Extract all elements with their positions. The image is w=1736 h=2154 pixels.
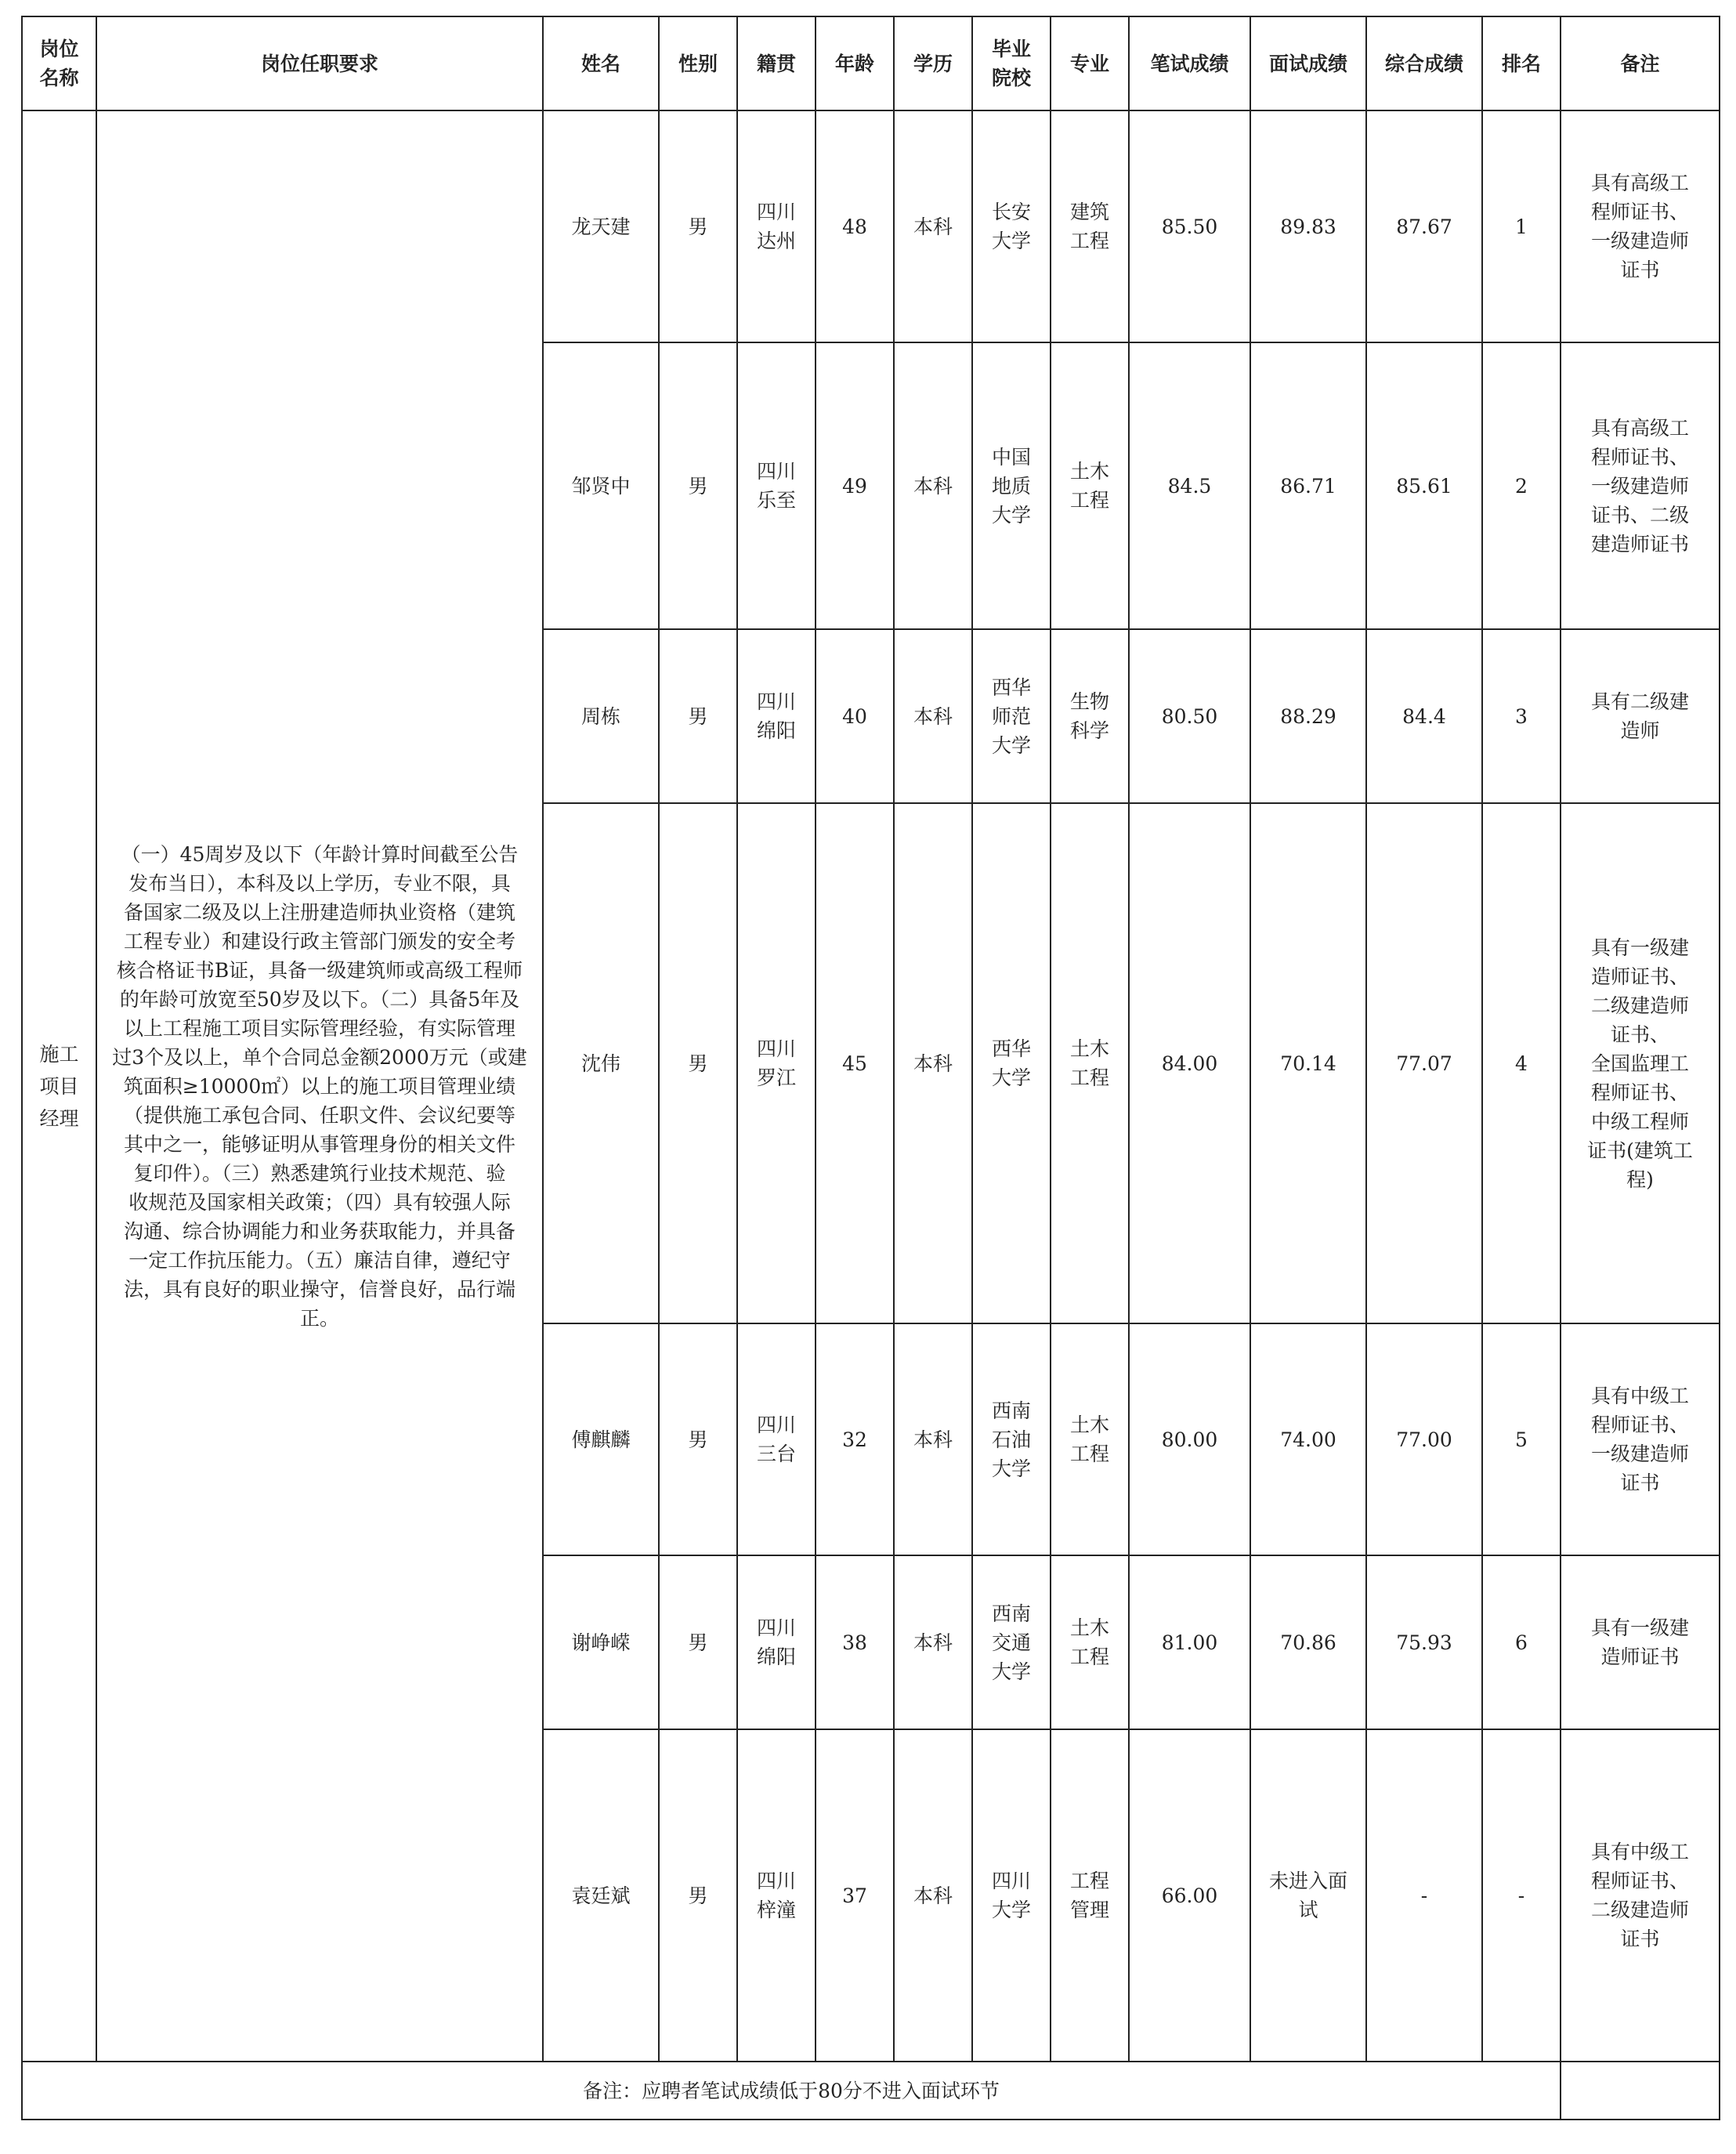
total-score-cell: 87.67 bbox=[1366, 110, 1482, 342]
school-cell bbox=[972, 629, 1051, 803]
gender-cell: 男 bbox=[659, 110, 737, 342]
major-cell bbox=[1051, 342, 1129, 629]
remark-cell bbox=[1561, 803, 1720, 1323]
age-cell: 37 bbox=[816, 1729, 894, 2062]
education-cell: 本科 bbox=[894, 1555, 972, 1729]
age-cell: 40 bbox=[816, 629, 894, 803]
remark-cell-line: 二级建造师 bbox=[1590, 1899, 1689, 1921]
header-interview-score: 面试成绩 bbox=[1250, 16, 1366, 110]
name-cell: 沈伟 bbox=[543, 803, 659, 1323]
interview-score-cell bbox=[1250, 629, 1366, 803]
remark-cell-line: 一级建造师 bbox=[1590, 230, 1689, 252]
remark-cell-lines bbox=[1591, 1837, 1689, 1953]
requirement-line: 过3个及以上，单个合同总金额2000万元（或建 bbox=[112, 1045, 527, 1069]
remark-cell-line: 证书 bbox=[1620, 1928, 1660, 1950]
rank-cell: 5 bbox=[1482, 1323, 1561, 1555]
requirement-line: 核合格证书B证，具备一级建筑师或高级工程师 bbox=[116, 958, 523, 982]
written-score-cell: 85.50 bbox=[1129, 110, 1250, 342]
school-cell bbox=[972, 803, 1051, 1323]
education-cell: 本科 bbox=[894, 1729, 972, 2062]
remark-cell-line: 具有一级建 bbox=[1590, 936, 1689, 959]
remark-cell-line: 证书、 bbox=[1610, 1023, 1669, 1046]
header-remark: 备注 bbox=[1561, 16, 1720, 110]
interview-score-cell bbox=[1250, 1729, 1366, 2062]
major-cell bbox=[1051, 110, 1129, 342]
written-score-cell: 84.00 bbox=[1129, 803, 1250, 1323]
major-cell-lines bbox=[1070, 1613, 1109, 1671]
requirement-line: 复印件）。（三）熟悉建筑行业技术规范、验 bbox=[133, 1161, 506, 1185]
gender-cell: 男 bbox=[659, 1323, 737, 1555]
name-cell: 谢峥嵘 bbox=[543, 1555, 659, 1729]
footnote-row bbox=[22, 2062, 1720, 2120]
origin-cell bbox=[737, 342, 816, 629]
major-cell-line: 土木 bbox=[1069, 1414, 1109, 1436]
interview-score-cell-lines bbox=[1280, 1425, 1336, 1454]
age-cell: 48 bbox=[816, 110, 894, 342]
remark-cell-line: 造师 bbox=[1620, 719, 1660, 742]
origin-cell-line: 达州 bbox=[756, 230, 796, 252]
education-cell: 本科 bbox=[894, 342, 972, 629]
requirement-line: （一）45周岁及以下（年龄计算时间截至公告 bbox=[121, 842, 519, 866]
remark-cell-line: 程师证书、 bbox=[1590, 1081, 1689, 1104]
remark-cell-line: 一级建造师 bbox=[1590, 1443, 1689, 1465]
school-cell-lines bbox=[992, 1866, 1031, 1924]
school-cell-lines bbox=[992, 1396, 1031, 1483]
requirement-line: 收规范及国家相关政策；（四）具有较强人际 bbox=[128, 1190, 511, 1214]
interview-score-cell-line: 88.29 bbox=[1280, 704, 1336, 728]
interview-score-cell-line: 86.71 bbox=[1280, 474, 1336, 498]
major-cell-lines bbox=[1070, 1410, 1109, 1468]
school-cell-line: 大学 bbox=[991, 1660, 1031, 1683]
origin-cell-line: 四川 bbox=[756, 1870, 796, 1892]
major-cell bbox=[1051, 1323, 1129, 1555]
gender-cell: 男 bbox=[659, 342, 737, 629]
interview-score-cell-line: 未进入面 bbox=[1268, 1870, 1347, 1892]
written-score-cell: 80.00 bbox=[1129, 1323, 1250, 1555]
remark-cell bbox=[1561, 110, 1720, 342]
remark-cell-lines bbox=[1591, 1381, 1689, 1497]
remark-cell-line: 具有中级工 bbox=[1590, 1385, 1689, 1407]
written-score-cell: 66.00 bbox=[1129, 1729, 1250, 2062]
education-cell: 本科 bbox=[894, 110, 972, 342]
age-cell: 32 bbox=[816, 1323, 894, 1555]
rank-cell: 6 bbox=[1482, 1555, 1561, 1729]
major-cell-line: 科学 bbox=[1069, 719, 1109, 742]
school-cell-lines bbox=[992, 197, 1031, 255]
interview-score-cell-lines bbox=[1280, 702, 1336, 731]
total-score-cell: 75.93 bbox=[1366, 1555, 1482, 1729]
education-cell: 本科 bbox=[894, 1323, 972, 1555]
origin-cell bbox=[737, 629, 816, 803]
school-cell-lines bbox=[992, 673, 1031, 760]
remark-cell bbox=[1561, 1555, 1720, 1729]
remark-cell-line: 建造师证书 bbox=[1590, 532, 1689, 556]
header-gender: 性别 bbox=[659, 16, 737, 110]
total-score-cell: 77.00 bbox=[1366, 1323, 1482, 1555]
header-row bbox=[22, 16, 1720, 110]
origin-cell-lines bbox=[757, 1613, 796, 1671]
requirement-line: （提供施工承包合同、任职文件、会议纪要等 bbox=[123, 1103, 515, 1127]
position-cell-line: 项目 bbox=[39, 1074, 79, 1098]
header-position-name: 岗位 名称 bbox=[22, 16, 96, 110]
requirement-line: 其中之一，能够证明从事管理身份的相关文件 bbox=[123, 1132, 515, 1156]
age-cell: 49 bbox=[816, 342, 894, 629]
requirement-line: 以上工程施工项目实际管理经验，有实际管理 bbox=[123, 1016, 515, 1040]
origin-cell-line: 三台 bbox=[756, 1443, 796, 1465]
remark-cell-line: 全国监理工 bbox=[1590, 1052, 1689, 1075]
school-cell-line: 大学 bbox=[991, 1066, 1031, 1089]
total-score-cell: 77.07 bbox=[1366, 803, 1482, 1323]
requirement-line: 发布当日），本科及以上学历，专业不限，具 bbox=[128, 871, 511, 895]
header-rank: 排名 bbox=[1482, 16, 1561, 110]
remark-cell-line: 具有高级工 bbox=[1590, 172, 1689, 194]
origin-cell-lines bbox=[757, 197, 796, 255]
major-cell-lines bbox=[1070, 687, 1109, 745]
header-age: 年龄 bbox=[816, 16, 894, 110]
position-cell bbox=[22, 110, 96, 2062]
school-cell-line: 交通 bbox=[991, 1631, 1031, 1654]
origin-cell-line: 四川 bbox=[756, 1037, 796, 1060]
origin-cell-lines bbox=[757, 687, 796, 745]
remark-cell-line: 证书、二级 bbox=[1590, 503, 1689, 527]
name-cell: 邹贤中 bbox=[543, 342, 659, 629]
interview-score-cell-line: 70.86 bbox=[1280, 1631, 1336, 1654]
name-cell: 袁廷斌 bbox=[543, 1729, 659, 2062]
interview-score-cell-line: 试 bbox=[1298, 1899, 1318, 1921]
interview-score-cell-lines bbox=[1269, 1866, 1347, 1924]
interview-score-cell-line: 74.00 bbox=[1280, 1428, 1336, 1451]
interview-score-cell-lines bbox=[1280, 472, 1336, 501]
school-cell bbox=[972, 1555, 1051, 1729]
interview-score-cell-lines bbox=[1280, 212, 1336, 241]
major-cell-line: 土木 bbox=[1069, 1616, 1109, 1639]
remark-cell bbox=[1561, 1729, 1720, 2062]
requirements-cell bbox=[96, 110, 543, 2062]
interview-score-cell-lines bbox=[1280, 1049, 1336, 1078]
written-score-cell: 81.00 bbox=[1129, 1555, 1250, 1729]
school-cell bbox=[972, 1323, 1051, 1555]
header-written-score: 笔试成绩 bbox=[1129, 16, 1250, 110]
origin-cell-line: 四川 bbox=[756, 460, 796, 483]
requirement-line: 法，具有良好的职业操守，信誉良好，品行端 bbox=[123, 1277, 515, 1301]
major-cell bbox=[1051, 1729, 1129, 2062]
school-cell-line: 大学 bbox=[991, 1457, 1031, 1480]
origin-cell bbox=[737, 110, 816, 342]
origin-cell-line: 四川 bbox=[756, 201, 796, 223]
major-cell-line: 管理 bbox=[1069, 1899, 1109, 1921]
remark-cell-line: 证书 bbox=[1620, 1472, 1660, 1494]
remark-cell-line: 程师证书、 bbox=[1590, 201, 1689, 223]
remark-cell-line: 程) bbox=[1626, 1168, 1654, 1191]
school-cell-line: 西南 bbox=[991, 1602, 1031, 1625]
origin-cell-line: 乐至 bbox=[756, 489, 796, 512]
origin-cell-lines bbox=[757, 1410, 796, 1468]
major-cell-line: 工程 bbox=[1069, 1870, 1109, 1892]
remark-cell-lines bbox=[1591, 414, 1689, 559]
remark-cell-line: 程师证书、 bbox=[1590, 445, 1689, 469]
remark-cell-line: 一级建造师 bbox=[1590, 474, 1689, 498]
major-cell-lines bbox=[1070, 1866, 1109, 1924]
school-cell-line: 西南 bbox=[991, 1399, 1031, 1422]
remark-cell-line: 证书 bbox=[1620, 259, 1660, 281]
origin-cell-line: 四川 bbox=[756, 1414, 796, 1436]
rank-cell: 4 bbox=[1482, 803, 1561, 1323]
origin-cell bbox=[737, 1323, 816, 1555]
header-major: 专业 bbox=[1051, 16, 1129, 110]
remark-cell bbox=[1561, 629, 1720, 803]
written-score-cell: 80.50 bbox=[1129, 629, 1250, 803]
age-cell: 38 bbox=[816, 1555, 894, 1729]
school-cell bbox=[972, 1729, 1051, 2062]
remark-cell-line: 证书(建筑工 bbox=[1587, 1139, 1693, 1162]
remark-cell-line: 二级建造师 bbox=[1590, 994, 1689, 1017]
origin-cell-line: 梓潼 bbox=[756, 1899, 796, 1921]
school-cell-line: 大学 bbox=[991, 733, 1031, 757]
footnote: 备注：应聘者笔试成绩低于80分不进入面试环节 bbox=[22, 2062, 1561, 2120]
total-score-cell: 85.61 bbox=[1366, 342, 1482, 629]
total-score-cell: - bbox=[1366, 1729, 1482, 2062]
school-cell-line: 大学 bbox=[991, 1899, 1031, 1921]
remark-cell-line: 造师证书、 bbox=[1590, 965, 1689, 988]
major-cell-line: 土木 bbox=[1069, 1037, 1109, 1060]
major-cell-line: 建筑 bbox=[1069, 201, 1109, 223]
remark-cell-line: 程师证书、 bbox=[1590, 1870, 1689, 1892]
school-cell-lines bbox=[992, 1599, 1031, 1686]
school-cell-line: 四川 bbox=[991, 1870, 1031, 1892]
header-education: 学历 bbox=[894, 16, 972, 110]
major-cell-line: 工程 bbox=[1069, 1645, 1109, 1668]
remark-cell-line: 具有高级工 bbox=[1590, 416, 1689, 440]
requirement-line: 筑面积≥10000㎡）以上的施工项目管理业绩 bbox=[123, 1074, 516, 1098]
remark-cell-lines bbox=[1591, 168, 1689, 284]
origin-cell-line: 绵阳 bbox=[756, 719, 796, 742]
gender-cell: 男 bbox=[659, 1555, 737, 1729]
school-cell bbox=[972, 342, 1051, 629]
rank-cell: 3 bbox=[1482, 629, 1561, 803]
education-cell: 本科 bbox=[894, 629, 972, 803]
education-cell: 本科 bbox=[894, 803, 972, 1323]
major-cell-line: 生物 bbox=[1069, 690, 1109, 713]
remark-cell-line: 中级工程师 bbox=[1590, 1110, 1689, 1133]
origin-cell-line: 绵阳 bbox=[756, 1645, 796, 1668]
interview-score-cell bbox=[1250, 342, 1366, 629]
school-cell-line: 长安 bbox=[991, 201, 1031, 223]
school-cell-line: 中国 bbox=[991, 445, 1031, 469]
major-cell bbox=[1051, 803, 1129, 1323]
interview-score-cell-line: 70.14 bbox=[1280, 1052, 1336, 1075]
interview-score-cell bbox=[1250, 110, 1366, 342]
school-cell-lines bbox=[992, 1034, 1031, 1092]
requirement-line: 正。 bbox=[299, 1306, 339, 1330]
header-origin: 籍贯 bbox=[737, 16, 816, 110]
origin-cell bbox=[737, 1555, 816, 1729]
major-cell bbox=[1051, 629, 1129, 803]
major-cell-line: 工程 bbox=[1069, 1443, 1109, 1465]
remark-cell-lines bbox=[1591, 687, 1689, 745]
gender-cell: 男 bbox=[659, 629, 737, 803]
footnote-empty-cell bbox=[1561, 2062, 1720, 2120]
remark-cell-line: 造师证书 bbox=[1600, 1645, 1680, 1668]
name-cell: 傅麒麟 bbox=[543, 1323, 659, 1555]
remark-cell-line: 具有二级建 bbox=[1590, 690, 1689, 713]
header-total-score: 综合成绩 bbox=[1366, 16, 1482, 110]
position-cell-line: 施工 bbox=[39, 1042, 79, 1066]
requirement-line: 备国家二级及以上注册建造师执业资格（建筑 bbox=[123, 900, 515, 924]
rank-cell: - bbox=[1482, 1729, 1561, 2062]
recruitment-score-table bbox=[21, 16, 1720, 2120]
origin-cell bbox=[737, 1729, 816, 2062]
remark-cell bbox=[1561, 1323, 1720, 1555]
school-cell bbox=[972, 110, 1051, 342]
remark-cell-lines bbox=[1587, 933, 1693, 1194]
requirement-line: 一定工作抗压能力。（五）廉洁自律，遵纪守 bbox=[128, 1248, 511, 1272]
school-cell-lines bbox=[992, 443, 1031, 530]
major-cell bbox=[1051, 1555, 1129, 1729]
school-cell-line: 师范 bbox=[991, 704, 1031, 728]
major-cell-lines bbox=[1070, 1034, 1109, 1092]
school-cell-line: 石油 bbox=[991, 1428, 1031, 1451]
header-requirements: 岗位任职要求 bbox=[96, 16, 543, 110]
remark-cell-line: 程师证书、 bbox=[1590, 1414, 1689, 1436]
major-cell-line: 工程 bbox=[1069, 1066, 1109, 1089]
major-cell-line: 工程 bbox=[1069, 230, 1109, 252]
origin-cell-line: 四川 bbox=[756, 690, 796, 713]
major-cell-lines bbox=[1070, 457, 1109, 515]
table-row bbox=[22, 110, 1720, 342]
position-cell-line: 经理 bbox=[39, 1106, 79, 1130]
origin-cell-line: 罗江 bbox=[756, 1066, 796, 1089]
interview-score-cell bbox=[1250, 803, 1366, 1323]
requirement-line: 工程专业）和建设行政主管部门颁发的安全考 bbox=[123, 929, 515, 953]
interview-score-cell-lines bbox=[1280, 1628, 1336, 1657]
name-cell: 龙天建 bbox=[543, 110, 659, 342]
rank-cell: 2 bbox=[1482, 342, 1561, 629]
written-score-cell: 84.5 bbox=[1129, 342, 1250, 629]
interview-score-cell bbox=[1250, 1323, 1366, 1555]
header-name: 姓名 bbox=[543, 16, 659, 110]
origin-cell-lines bbox=[757, 1034, 796, 1092]
school-cell-line: 西华 bbox=[991, 1037, 1031, 1060]
interview-score-cell-line: 89.83 bbox=[1280, 215, 1336, 238]
remark-cell-line: 具有一级建 bbox=[1590, 1616, 1689, 1639]
requirement-line: 沟通、综合协调能力和业务获取能力，并具备 bbox=[123, 1219, 515, 1243]
interview-score-cell bbox=[1250, 1555, 1366, 1729]
school-cell-line: 大学 bbox=[991, 503, 1031, 527]
rank-cell: 1 bbox=[1482, 110, 1561, 342]
header-school: 毕业 院校 bbox=[972, 16, 1051, 110]
major-cell-line: 土木 bbox=[1069, 460, 1109, 483]
total-score-cell: 84.4 bbox=[1366, 629, 1482, 803]
major-cell-line: 工程 bbox=[1069, 489, 1109, 512]
requirement-line: 的年龄可放宽至50岁及以下。（二）具备5年及 bbox=[119, 987, 520, 1011]
origin-cell bbox=[737, 803, 816, 1323]
gender-cell: 男 bbox=[659, 803, 737, 1323]
position-cell-lines bbox=[39, 1038, 78, 1135]
school-cell-line: 大学 bbox=[991, 230, 1031, 252]
gender-cell: 男 bbox=[659, 1729, 737, 2062]
remark-cell bbox=[1561, 342, 1720, 629]
school-cell-line: 西华 bbox=[991, 675, 1031, 699]
age-cell: 45 bbox=[816, 803, 894, 1323]
remark-cell-lines bbox=[1591, 1613, 1689, 1671]
origin-cell-lines bbox=[757, 457, 796, 515]
school-cell-line: 地质 bbox=[991, 474, 1031, 498]
name-cell: 周栋 bbox=[543, 629, 659, 803]
major-cell-lines bbox=[1070, 197, 1109, 255]
origin-cell-line: 四川 bbox=[756, 1616, 796, 1639]
origin-cell-lines bbox=[757, 1866, 796, 1924]
remark-cell-line: 具有中级工 bbox=[1590, 1841, 1689, 1863]
